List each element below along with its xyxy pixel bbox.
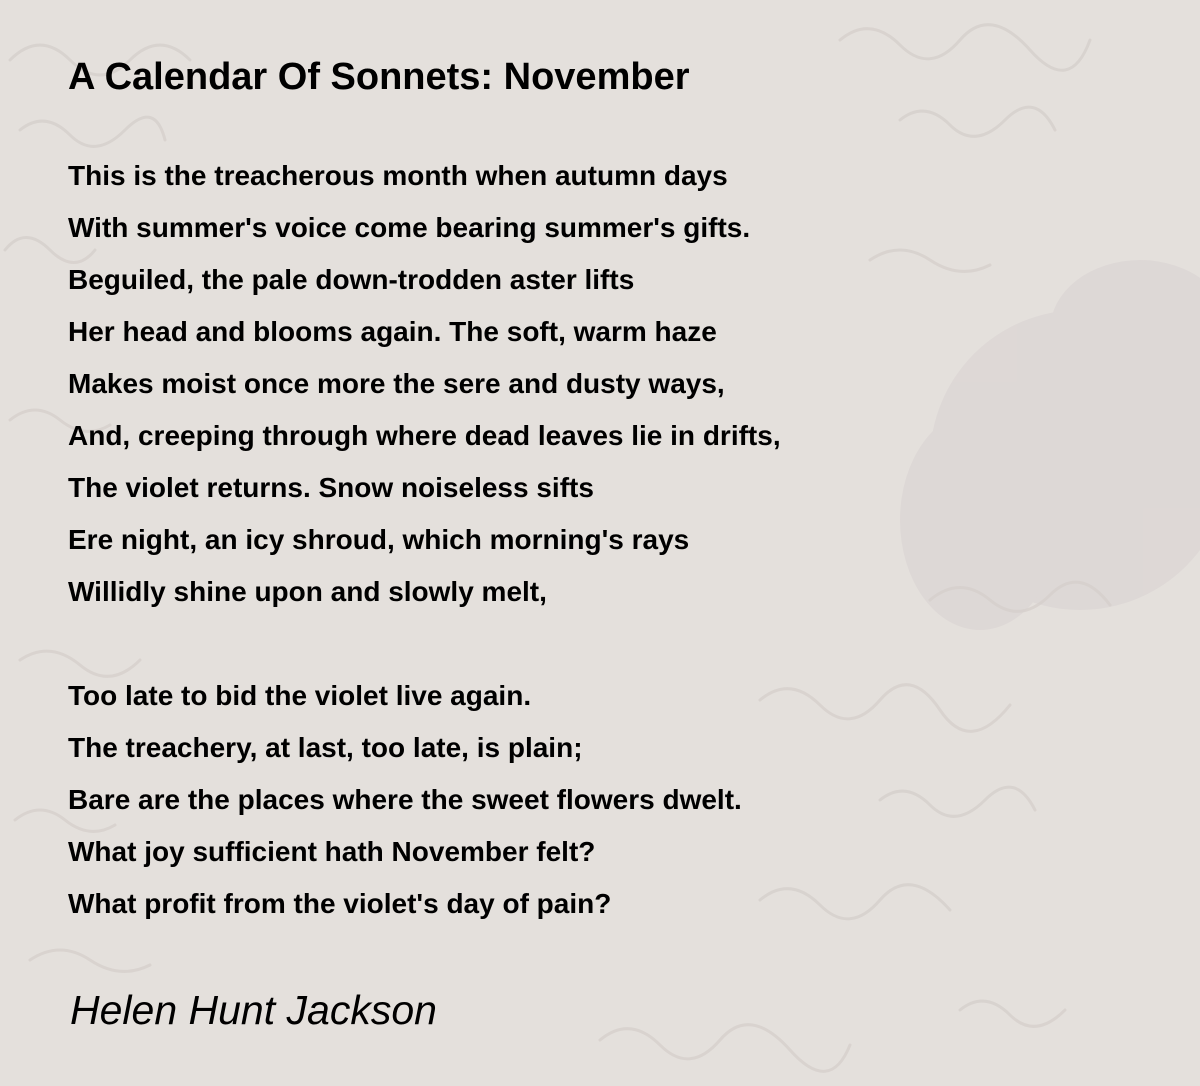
- poem-stanza-1: [68, 150, 781, 618]
- poem-line: This is the treacherous month when autumn days: [68, 160, 728, 191]
- poem-line: Ere night, an icy shroud, which morning's rays: [68, 524, 690, 555]
- poem-line: With summer's voice come bearing summer's gifts.: [68, 212, 751, 243]
- poem-line: Bare are the places where the sweet flowers dwelt.: [68, 784, 742, 815]
- poem-line: The violet returns. Snow noiseless sifts: [68, 472, 594, 503]
- poem-line: What profit from the violet's day of pain?: [68, 888, 612, 919]
- poem-line: Her head and blooms again. The soft, warm haze: [68, 316, 717, 347]
- poem-author: Helen Hunt Jackson: [70, 987, 437, 1033]
- poem-line: Beguiled, the pale down-trodden aster lifts: [68, 264, 635, 295]
- poem-line: Willidly shine upon and slowly melt,: [68, 576, 547, 607]
- poem-stanza-2: [68, 670, 742, 930]
- poem-line: And, creeping through where dead leaves lie in drifts,: [68, 420, 781, 451]
- poem-title: A Calendar Of Sonnets: November: [68, 56, 690, 98]
- poem-line: Too late to bid the violet live again.: [68, 680, 532, 711]
- poem-line: What joy sufficient hath November felt?: [68, 836, 596, 867]
- poem-line: The treachery, at last, too late, is plain;: [68, 732, 583, 763]
- poem-line: Makes moist once more the sere and dusty ways,: [68, 368, 725, 399]
